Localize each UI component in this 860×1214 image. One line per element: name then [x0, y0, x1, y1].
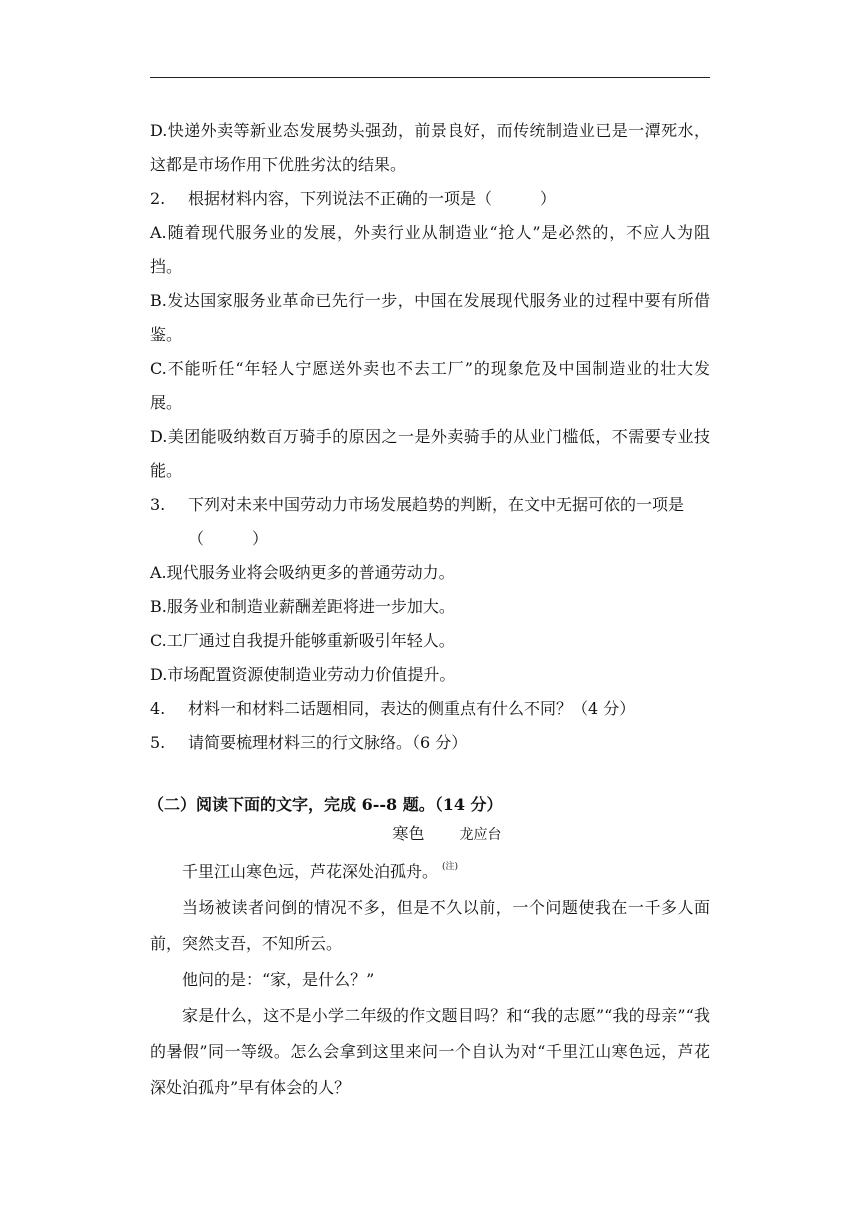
question-text: 下列对未来中国劳动力市场发展趋势的判断，在文中无据可依的一项是（ ） — [188, 495, 685, 548]
question-5 — [150, 726, 710, 760]
epigraph-text: 千里江山寒色远，芦花深处泊孤舟。 — [182, 862, 439, 881]
document-content — [150, 114, 710, 1106]
section-heading: （二）阅读下面的文字，完成 6--8 题。（14 分） — [148, 795, 503, 814]
question-number: 4. — [150, 699, 166, 718]
article-title-line — [150, 820, 710, 849]
question-text: 根据材料内容，下列说法不正确的一项是（ ） — [188, 189, 557, 208]
body-paragraph: 家是什么，这不是小学二年级的作文题目吗？和“我的志愿”“我的母亲”“我的暑假”同一等级。怎么会拿到这里来问一个自认为对“千里江山寒色远，芦花深处泊孤舟”早有体会的人？ — [150, 1006, 710, 1097]
question-text: 材料一和材料二话题相同，表达的侧重点有什么不同？（4 分） — [188, 699, 636, 718]
question-text: 请简要梳理材料三的行文脉络。（6 分） — [188, 733, 468, 752]
body-paragraph: 他问的是：“家，是什么？” — [182, 970, 375, 989]
question-number: 2. — [150, 189, 166, 208]
body-paragraph: 当场被读者问倒的情况不多，但是不久以前，一个问题使我在一千多人面前，突然支吾，不知所云。 — [150, 898, 710, 953]
section-gap — [150, 760, 710, 788]
q2-option-c: C.不能听任“年轻人宁愿送外卖也不去工厂”的现象危及中国制造业的壮大发展。 — [150, 359, 710, 412]
note-marker: (注) — [442, 862, 459, 872]
q3-option-d: D.市场配置资源使制造业劳动力价值提升。 — [150, 665, 456, 684]
q2-option-b: B.发达国家服务业革命已先行一步，中国在发展现代服务业的过程中要有所借鉴。 — [150, 291, 710, 344]
epigraph — [150, 849, 710, 890]
question-4 — [150, 692, 710, 726]
question-number: 5. — [150, 733, 166, 752]
q3-option-b: B.服务业和制造业薪酬差距将进一步加大。 — [150, 597, 455, 616]
question-number: 3. — [150, 495, 166, 514]
header-rule — [150, 77, 710, 78]
q3-option-a: A.现代服务业将会吸纳更多的普通劳动力。 — [150, 563, 455, 582]
question-2-stem — [150, 182, 710, 216]
article-title: 寒色 — [392, 824, 425, 843]
q2-option-d: D.美团能吸纳数百万骑手的原因之一是外卖骑手的从业门槛低，不需要专业技能。 — [150, 427, 710, 480]
q1-option-d: D.快递外卖等新业态发展势头强劲，前景良好，而传统制造业已是一潭死水，这都是市场作用下优胜劣汰的结果。 — [150, 121, 710, 174]
question-3-stem — [150, 488, 710, 556]
article-author: 龙应台 — [459, 827, 502, 843]
q3-option-c: C.工厂通过自我提升能够重新吸引年轻人。 — [150, 631, 455, 650]
q2-option-a: A.随着现代服务业的发展，外卖行业从制造业“抢人”是必然的，不应人为阻挡。 — [150, 223, 710, 276]
